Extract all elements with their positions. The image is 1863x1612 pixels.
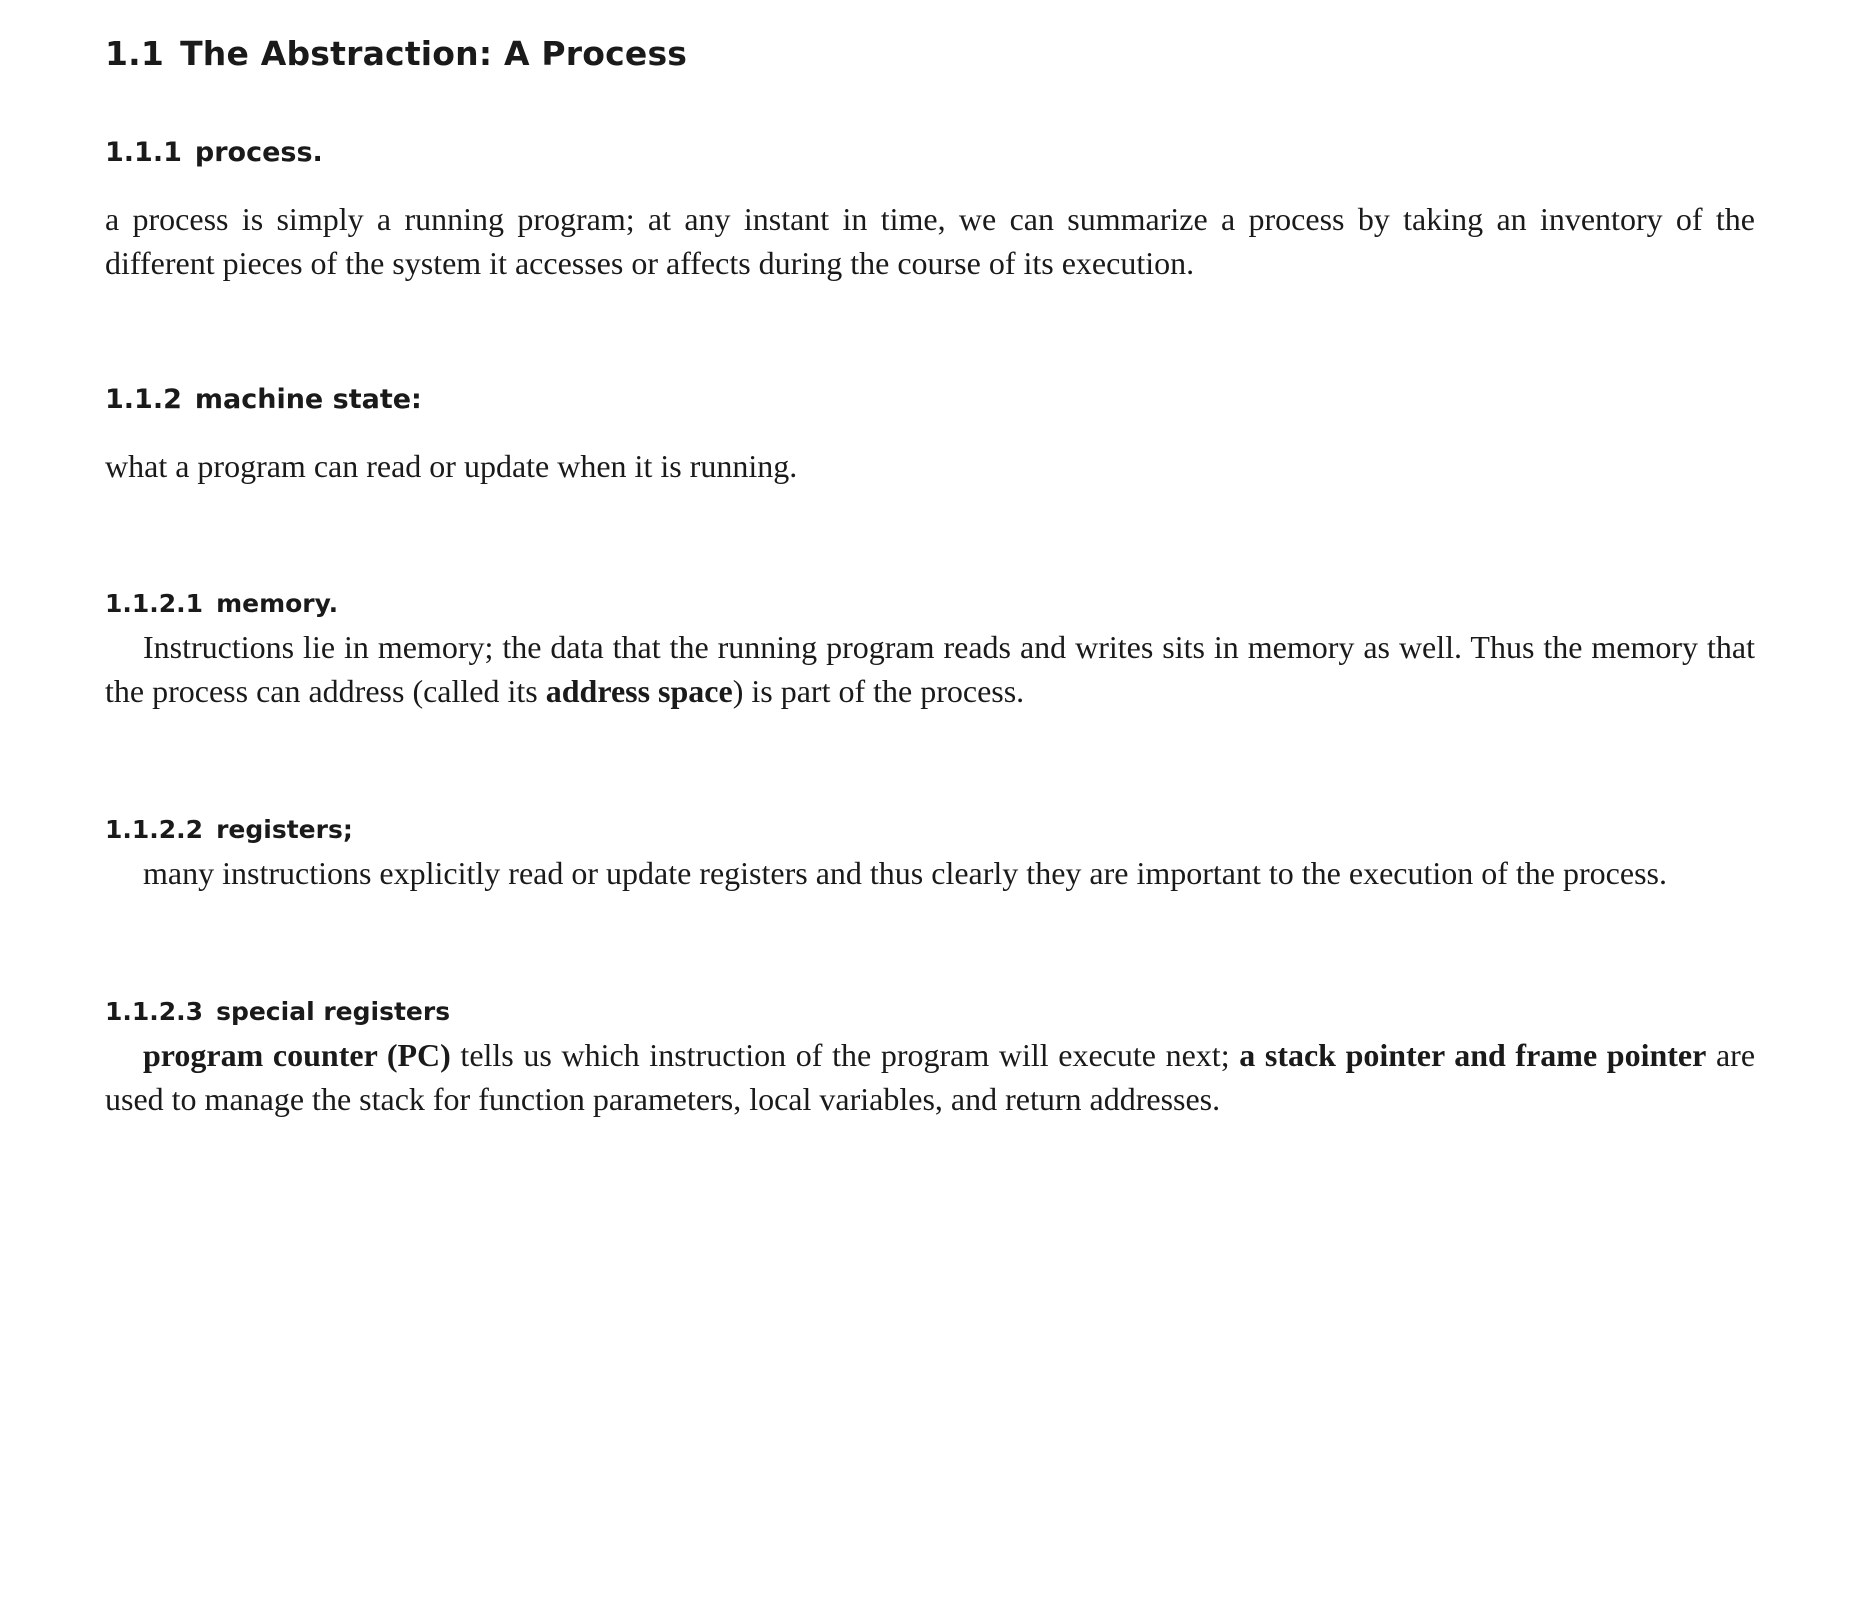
spacer <box>105 714 1755 748</box>
special-text-2: are used to manage the stack for function parameters, local variables, and return addresses. <box>105 1036 1756 1117</box>
subsubsection-title: registers; <box>216 815 353 845</box>
memory-text-2: ) is part of the process. <box>732 673 1025 710</box>
subsubsection-number: 1.1.2.2 <box>105 815 204 845</box>
spacer <box>105 488 1755 522</box>
special-bold-program-counter: program counter (PC) <box>143 1036 451 1073</box>
paragraph-special-registers <box>105 1034 1755 1122</box>
subsubsection-number: 1.1.2.3 <box>105 996 204 1026</box>
section-title: The Abstraction: A Process <box>180 34 688 73</box>
memory-bold-address-space: address space <box>545 673 733 710</box>
paragraph-machine-state: what a program can read or update when it is running. <box>105 447 798 484</box>
subsection-heading-process <box>105 137 1755 168</box>
spacer <box>105 286 1755 320</box>
subsubsection-heading-registers <box>105 815 1755 844</box>
subsubsection-heading-memory <box>105 589 1755 618</box>
subsubsection-title: memory. <box>216 589 339 619</box>
spacer <box>105 896 1755 930</box>
subsubsection-heading-special-registers <box>105 997 1755 1026</box>
subsubsection-title: special registers <box>216 996 451 1026</box>
special-bold-stack-pointer: a stack pointer and frame pointer <box>1239 1036 1707 1073</box>
section-heading <box>105 34 1755 73</box>
subsection-heading-machine-state <box>105 384 1755 415</box>
special-text-1: tells us which instruction of the program will execute next; <box>450 1036 1240 1073</box>
subsection-title: process. <box>194 137 323 168</box>
subsection-number: 1.1.2 <box>105 383 182 415</box>
paragraph-memory <box>105 626 1755 714</box>
subsection-number: 1.1.1 <box>105 137 182 168</box>
paragraph-process: a process is simply a running program; at any instant in time, we can summarize a process by taking an inventory of the different pieces of the system it accesses or affects during the course of its execution. <box>105 201 1755 281</box>
memory-text-1: Instructions lie in memory; the data that the running program reads and writes sits in memory as well. Thus the memory that the process can address (called its <box>105 629 1755 710</box>
paragraph-registers: many instructions explicitly read or update registers and thus clearly they are important to the execution of the process. <box>143 855 1667 892</box>
subsection-title: machine state: <box>194 383 422 415</box>
section-number: 1.1 <box>105 34 165 73</box>
subsubsection-number: 1.1.2.1 <box>105 589 204 619</box>
